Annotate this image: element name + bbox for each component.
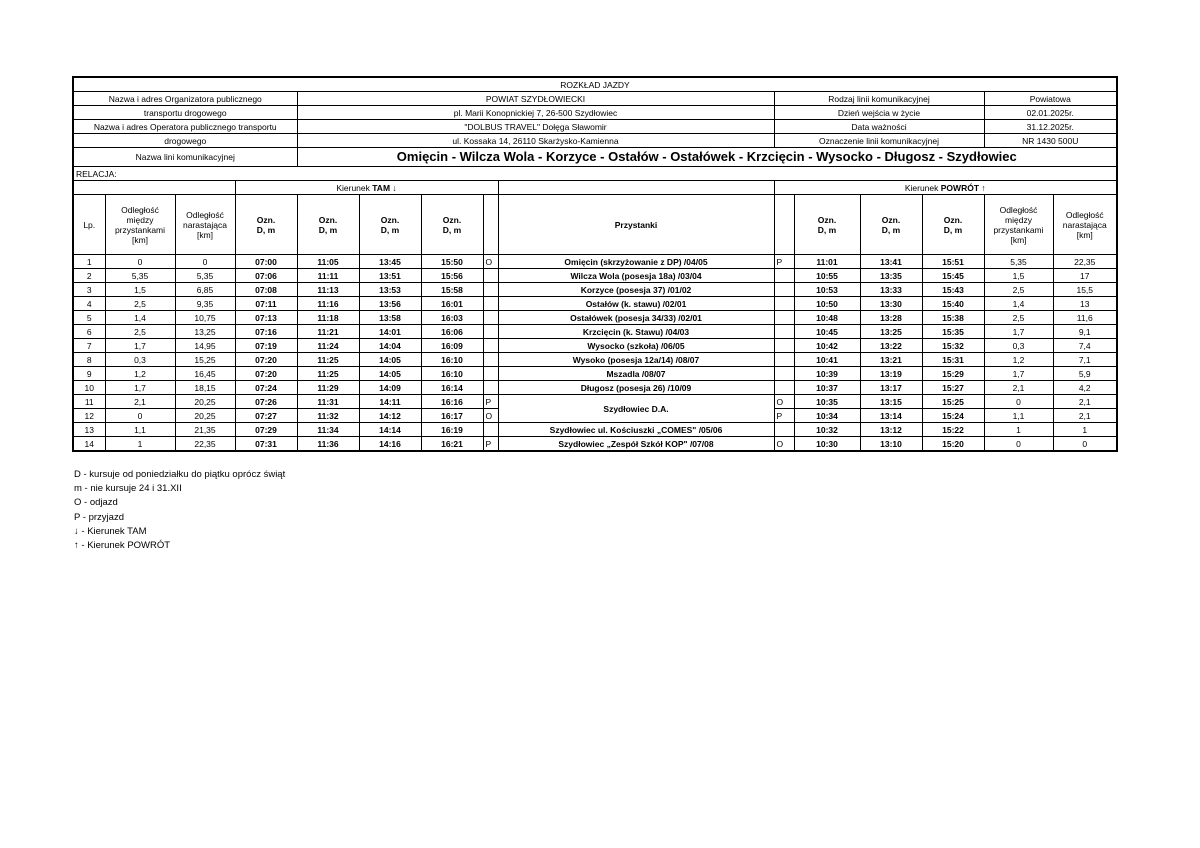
row-lp: 14 [73, 437, 105, 452]
row-powrot-time: 13:35 [860, 269, 922, 283]
table-row [73, 381, 1117, 395]
operator-address: ul. Kossaka 14, 26110 Skarżysko-Kamienna [297, 134, 774, 148]
row-dist-between: 0 [105, 409, 175, 423]
row-powrot-marker [774, 367, 794, 381]
table-row [73, 423, 1117, 437]
arrow-up-icon: ↑ [981, 182, 986, 193]
row-stop-name: Szydłowiec D.A. [498, 395, 774, 423]
row-lp: 13 [73, 423, 105, 437]
row-powrot-dist-cumulative: 1 [1053, 423, 1117, 437]
direction-powrot-header: Kierunek POWRÓT ↑ [774, 181, 1117, 195]
row-tam-time: 16:10 [421, 367, 483, 381]
row-dist-between: 2,5 [105, 325, 175, 339]
row-tam-time: 15:56 [421, 269, 483, 283]
row-tam-time: 07:11 [235, 297, 297, 311]
row-powrot-dist-cumulative: 7,1 [1053, 353, 1117, 367]
relation-label: RELACJA: [73, 167, 1117, 181]
row-dist-between: 1,4 [105, 311, 175, 325]
row-powrot-time: 10:30 [794, 437, 860, 452]
row-powrot-dist-cumulative: 13 [1053, 297, 1117, 311]
col-tam-4: Ozn. D, m [421, 195, 483, 255]
col-powrot-dist-cumulative: Odległość narastająca [km] [1053, 195, 1117, 255]
row-powrot-time: 13:14 [860, 409, 922, 423]
row-tam-time: 14:05 [359, 353, 421, 367]
row-powrot-dist-between: 1,1 [984, 409, 1053, 423]
organizer-label: Nazwa i adres Organizatora publicznego [73, 92, 297, 106]
row-powrot-dist-between: 1,5 [984, 269, 1053, 283]
row-tam-time: 14:11 [359, 395, 421, 409]
row-powrot-time: 10:55 [794, 269, 860, 283]
row-tam-time: 16:01 [421, 297, 483, 311]
row-powrot-time: 15:38 [922, 311, 984, 325]
row-powrot-dist-between: 0 [984, 437, 1053, 452]
row-powrot-marker: P [774, 409, 794, 423]
row-stop-name: Korzyce (posesja 37) /01/02 [498, 283, 774, 297]
row-tam-time: 14:16 [359, 437, 421, 452]
row-powrot-marker: O [774, 437, 794, 452]
row-tam-marker [483, 311, 498, 325]
row-powrot-marker [774, 423, 794, 437]
row-tam-time: 16:03 [421, 311, 483, 325]
row-tam-time: 13:58 [359, 311, 421, 325]
row-tam-time: 14:04 [359, 339, 421, 353]
row-powrot-dist-cumulative: 22,35 [1053, 255, 1117, 269]
row-dist-cumulative: 10,75 [175, 311, 235, 325]
row-dist-cumulative: 18,15 [175, 381, 235, 395]
row-dist-cumulative: 5,35 [175, 269, 235, 283]
table-row [73, 311, 1117, 325]
row-tam-time: 16:10 [421, 353, 483, 367]
row-powrot-marker: P [774, 255, 794, 269]
row-stop-name: Szydłowiec „Zespół Szkół KOP" /07/08 [498, 437, 774, 452]
row-tam-time: 07:08 [235, 283, 297, 297]
table-row [73, 283, 1117, 297]
row-powrot-time: 10:45 [794, 325, 860, 339]
row-tam-marker [483, 353, 498, 367]
col-powrot-marker [774, 195, 794, 255]
row-powrot-time: 15:40 [922, 297, 984, 311]
timetable-table [72, 76, 1118, 452]
legend-item: m - nie kursuje 24 i 31.XII [74, 483, 182, 495]
row-tam-marker [483, 269, 498, 283]
row-tam-time: 07:13 [235, 311, 297, 325]
row-dist-cumulative: 20,25 [175, 395, 235, 409]
document-title: ROZKŁAD JAZDY [73, 77, 1117, 92]
row-tam-time: 11:29 [297, 381, 359, 395]
row-dist-between: 1,1 [105, 423, 175, 437]
col-tam-3: Ozn. D, m [359, 195, 421, 255]
col-powrot-1: Ozn. D, m [794, 195, 860, 255]
row-powrot-time: 13:10 [860, 437, 922, 452]
row-powrot-time: 15:32 [922, 339, 984, 353]
row-stop-name: Ostałówek (posesja 34/33) /02/01 [498, 311, 774, 325]
row-tam-time: 07:16 [235, 325, 297, 339]
row-lp: 2 [73, 269, 105, 283]
row-stop-name: Omięcin (skrzyżowanie z DP) /04/05 [498, 255, 774, 269]
row-tam-marker [483, 325, 498, 339]
row-tam-time: 11:32 [297, 409, 359, 423]
row-dist-between: 0 [105, 255, 175, 269]
row-tam-time: 11:11 [297, 269, 359, 283]
row-powrot-time: 13:30 [860, 297, 922, 311]
row-powrot-marker [774, 269, 794, 283]
col-powrot-3: Ozn. D, m [922, 195, 984, 255]
row-powrot-time: 10:41 [794, 353, 860, 367]
row-dist-between: 5,35 [105, 269, 175, 283]
row-lp: 11 [73, 395, 105, 409]
row-powrot-dist-cumulative: 17 [1053, 269, 1117, 283]
row-powrot-time: 13:41 [860, 255, 922, 269]
row-tam-time: 11:05 [297, 255, 359, 269]
row-powrot-marker [774, 311, 794, 325]
row-powrot-dist-cumulative: 9,1 [1053, 325, 1117, 339]
col-tam-2: Ozn. D, m [297, 195, 359, 255]
row-powrot-time: 15:29 [922, 367, 984, 381]
row-stop-name: Wysoko (posesja 12a/14) /08/07 [498, 353, 774, 367]
row-powrot-time: 15:25 [922, 395, 984, 409]
row-lp: 8 [73, 353, 105, 367]
row-powrot-dist-between: 5,35 [984, 255, 1053, 269]
row-dist-cumulative: 20,25 [175, 409, 235, 423]
row-dist-between: 1 [105, 437, 175, 452]
legend-item: O - odjazd [74, 497, 118, 509]
row-tam-time: 07:26 [235, 395, 297, 409]
row-tam-time: 11:16 [297, 297, 359, 311]
row-tam-time: 16:06 [421, 325, 483, 339]
timetable-rows [73, 255, 1117, 452]
legend-item: D - kursuje od poniedziałku do piątku oprócz świąt [74, 469, 286, 480]
line-type-value: Powiatowa [984, 92, 1117, 106]
row-tam-time: 07:31 [235, 437, 297, 452]
row-powrot-marker [774, 283, 794, 297]
col-lp: Lp. [73, 195, 105, 255]
legend-item: P - przyjazd [74, 511, 124, 523]
row-powrot-time: 15:45 [922, 269, 984, 283]
row-tam-time: 16:09 [421, 339, 483, 353]
row-stop-name: Wysocko (szkoła) /06/05 [498, 339, 774, 353]
row-powrot-marker [774, 297, 794, 311]
row-powrot-time: 15:51 [922, 255, 984, 269]
row-tam-marker: O [483, 409, 498, 423]
row-tam-time: 07:20 [235, 367, 297, 381]
row-powrot-dist-between: 1 [984, 423, 1053, 437]
row-lp: 5 [73, 311, 105, 325]
row-tam-time: 16:14 [421, 381, 483, 395]
row-dist-cumulative: 16,45 [175, 367, 235, 381]
row-powrot-dist-cumulative: 15,5 [1053, 283, 1117, 297]
row-powrot-time: 11:01 [794, 255, 860, 269]
row-powrot-time: 13:19 [860, 367, 922, 381]
row-powrot-time: 13:17 [860, 381, 922, 395]
row-powrot-time: 13:21 [860, 353, 922, 367]
row-tam-time: 11:34 [297, 423, 359, 437]
row-dist-cumulative: 21,35 [175, 423, 235, 437]
row-tam-time: 15:50 [421, 255, 483, 269]
direction-tam-header: Kierunek TAM ↓ [235, 181, 498, 195]
row-powrot-dist-cumulative: 4,2 [1053, 381, 1117, 395]
row-powrot-time: 15:27 [922, 381, 984, 395]
table-row [73, 339, 1117, 353]
row-powrot-time: 10:32 [794, 423, 860, 437]
row-powrot-time: 10:39 [794, 367, 860, 381]
row-tam-marker: O [483, 255, 498, 269]
row-powrot-marker: O [774, 395, 794, 409]
operator-label-cont: drogowego [73, 134, 297, 148]
legend-item: ↑ - Kierunek POWRÓT [74, 540, 171, 552]
row-powrot-time: 10:50 [794, 297, 860, 311]
row-lp: 9 [73, 367, 105, 381]
row-dist-cumulative: 6,85 [175, 283, 235, 297]
row-tam-time: 14:14 [359, 423, 421, 437]
row-powrot-dist-between: 1,2 [984, 353, 1053, 367]
col-powrot-2: Ozn. D, m [860, 195, 922, 255]
row-powrot-dist-between: 2,5 [984, 283, 1053, 297]
row-stop-name: Wilcza Wola (posesja 18a) /03/04 [498, 269, 774, 283]
row-powrot-time: 13:22 [860, 339, 922, 353]
row-tam-time: 11:24 [297, 339, 359, 353]
effective-date-value: 02.01.2025r. [984, 106, 1117, 120]
row-lp: 10 [73, 381, 105, 395]
organizer-label-cont: transportu drogowego [73, 106, 297, 120]
row-powrot-dist-cumulative: 2,1 [1053, 395, 1117, 409]
row-tam-time: 13:51 [359, 269, 421, 283]
line-id-label: Oznaczenie linii komunikacyjnej [774, 134, 984, 148]
row-tam-time: 14:05 [359, 367, 421, 381]
row-powrot-dist-between: 1,4 [984, 297, 1053, 311]
row-stop-name: Krzcięcin (k. Stawu) /04/03 [498, 325, 774, 339]
row-tam-time: 11:31 [297, 395, 359, 409]
row-powrot-dist-cumulative: 2,1 [1053, 409, 1117, 423]
table-row [73, 353, 1117, 367]
line-type-label: Rodzaj linii komunikacyjnej [774, 92, 984, 106]
row-tam-time: 14:12 [359, 409, 421, 423]
row-lp: 12 [73, 409, 105, 423]
row-lp: 6 [73, 325, 105, 339]
header-blank-left [73, 181, 235, 195]
operator-label: Nazwa i adres Operatora publicznego transportu [73, 120, 297, 134]
row-dist-cumulative: 22,35 [175, 437, 235, 452]
row-powrot-time: 15:24 [922, 409, 984, 423]
table-row [73, 395, 1117, 409]
table-row [73, 437, 1117, 452]
row-tam-time: 16:21 [421, 437, 483, 452]
row-tam-time: 07:20 [235, 353, 297, 367]
col-tam-1: Ozn. D, m [235, 195, 297, 255]
row-powrot-dist-between: 2,1 [984, 381, 1053, 395]
row-dist-cumulative: 14,95 [175, 339, 235, 353]
row-stop-name: Długosz (posesja 26) /10/09 [498, 381, 774, 395]
row-powrot-time: 13:33 [860, 283, 922, 297]
row-tam-time: 07:19 [235, 339, 297, 353]
row-powrot-marker [774, 339, 794, 353]
row-tam-time: 07:06 [235, 269, 297, 283]
row-tam-time: 07:24 [235, 381, 297, 395]
row-tam-time: 13:53 [359, 283, 421, 297]
col-powrot-dist-between: Odległość między przystankami [km] [984, 195, 1053, 255]
row-powrot-marker [774, 353, 794, 367]
row-powrot-time: 10:42 [794, 339, 860, 353]
row-lp: 7 [73, 339, 105, 353]
row-dist-between: 1,5 [105, 283, 175, 297]
organizer-address: pl. Marii Konopnickiej 7, 26-500 Szydłowiec [297, 106, 774, 120]
row-tam-time: 11:36 [297, 437, 359, 452]
legend-item: ↓ - Kierunek TAM [74, 525, 147, 537]
col-dist-cumulative: Odległość narastająca [km] [175, 195, 235, 255]
row-powrot-time: 13:15 [860, 395, 922, 409]
row-powrot-time: 13:28 [860, 311, 922, 325]
row-powrot-time: 10:37 [794, 381, 860, 395]
row-powrot-marker [774, 325, 794, 339]
row-lp: 1 [73, 255, 105, 269]
row-tam-marker [483, 283, 498, 297]
row-dist-between: 1,7 [105, 381, 175, 395]
row-tam-marker [483, 381, 498, 395]
table-row [73, 367, 1117, 381]
row-dist-cumulative: 15,25 [175, 353, 235, 367]
row-lp: 4 [73, 297, 105, 311]
row-tam-time: 16:17 [421, 409, 483, 423]
row-tam-time: 07:27 [235, 409, 297, 423]
line-name-value: Omięcin - Wilcza Wola - Korzyce - Ostałów - Ostałówek - Krzcięcin - Wysocko - Długosz - Szydłowiec [297, 148, 1117, 167]
col-tam-marker [483, 195, 498, 255]
organizer-name: POWIAT SZYDŁOWIECKI [297, 92, 774, 106]
timetable-sheet [72, 76, 1107, 452]
arrow-down-icon: ↓ [392, 182, 397, 193]
row-tam-marker [483, 423, 498, 437]
legend [74, 468, 285, 553]
row-tam-time: 11:13 [297, 283, 359, 297]
row-tam-marker: P [483, 437, 498, 452]
row-powrot-marker [774, 381, 794, 395]
table-row [73, 255, 1117, 269]
row-tam-time: 16:19 [421, 423, 483, 437]
row-powrot-time: 15:20 [922, 437, 984, 452]
col-dist-between: Odległość między przystankami [km] [105, 195, 175, 255]
row-stop-name: Szydłowiec ul. Kościuszki „COMES" /05/06 [498, 423, 774, 437]
row-powrot-time: 15:43 [922, 283, 984, 297]
row-tam-time: 14:09 [359, 381, 421, 395]
row-powrot-time: 10:34 [794, 409, 860, 423]
row-powrot-dist-between: 1,7 [984, 325, 1053, 339]
valid-date-value: 31.12.2025r. [984, 120, 1117, 134]
row-powrot-time: 10:53 [794, 283, 860, 297]
row-tam-marker [483, 339, 498, 353]
row-tam-time: 07:29 [235, 423, 297, 437]
operator-name: "DOLBUS TRAVEL" Dołęga Sławomir [297, 120, 774, 134]
row-powrot-dist-between: 0,3 [984, 339, 1053, 353]
row-powrot-time: 10:48 [794, 311, 860, 325]
row-powrot-dist-cumulative: 5,9 [1053, 367, 1117, 381]
table-row [73, 325, 1117, 339]
row-tam-marker [483, 367, 498, 381]
row-dist-cumulative: 13,25 [175, 325, 235, 339]
row-stop-name: Mszadla /08/07 [498, 367, 774, 381]
row-dist-between: 1,2 [105, 367, 175, 381]
row-dist-between: 1,7 [105, 339, 175, 353]
row-tam-time: 07:00 [235, 255, 297, 269]
header-blank-mid [498, 181, 774, 195]
row-tam-time: 16:16 [421, 395, 483, 409]
line-name-label: Nazwa lini komunikacyjnej [73, 148, 297, 167]
row-powrot-dist-between: 0 [984, 395, 1053, 409]
row-tam-marker: P [483, 395, 498, 409]
row-tam-marker [483, 297, 498, 311]
row-tam-time: 11:18 [297, 311, 359, 325]
row-powrot-time: 15:35 [922, 325, 984, 339]
row-powrot-dist-between: 2,5 [984, 311, 1053, 325]
row-tam-time: 14:01 [359, 325, 421, 339]
row-tam-time: 11:21 [297, 325, 359, 339]
row-powrot-time: 15:31 [922, 353, 984, 367]
row-stop-name: Ostałów (k. stawu) /02/01 [498, 297, 774, 311]
row-dist-between: 0,3 [105, 353, 175, 367]
valid-date-label: Data ważności [774, 120, 984, 134]
row-powrot-time: 10:35 [794, 395, 860, 409]
row-dist-between: 2,5 [105, 297, 175, 311]
row-tam-time: 11:25 [297, 353, 359, 367]
row-tam-time: 13:45 [359, 255, 421, 269]
table-row [73, 297, 1117, 311]
row-powrot-time: 15:22 [922, 423, 984, 437]
row-tam-time: 15:58 [421, 283, 483, 297]
col-stops: Przystanki [498, 195, 774, 255]
row-powrot-time: 13:12 [860, 423, 922, 437]
row-tam-time: 11:25 [297, 367, 359, 381]
row-powrot-dist-cumulative: 7,4 [1053, 339, 1117, 353]
row-dist-cumulative: 9,35 [175, 297, 235, 311]
effective-date-label: Dzień wejścia w życie [774, 106, 984, 120]
row-powrot-dist-cumulative: 0 [1053, 437, 1117, 452]
row-dist-cumulative: 0 [175, 255, 235, 269]
row-dist-between: 2,1 [105, 395, 175, 409]
row-powrot-time: 13:25 [860, 325, 922, 339]
row-tam-time: 13:56 [359, 297, 421, 311]
table-row [73, 269, 1117, 283]
row-powrot-dist-cumulative: 11,6 [1053, 311, 1117, 325]
row-lp: 3 [73, 283, 105, 297]
line-id-value: NR 1430 500U [984, 134, 1117, 148]
row-powrot-dist-between: 1,7 [984, 367, 1053, 381]
